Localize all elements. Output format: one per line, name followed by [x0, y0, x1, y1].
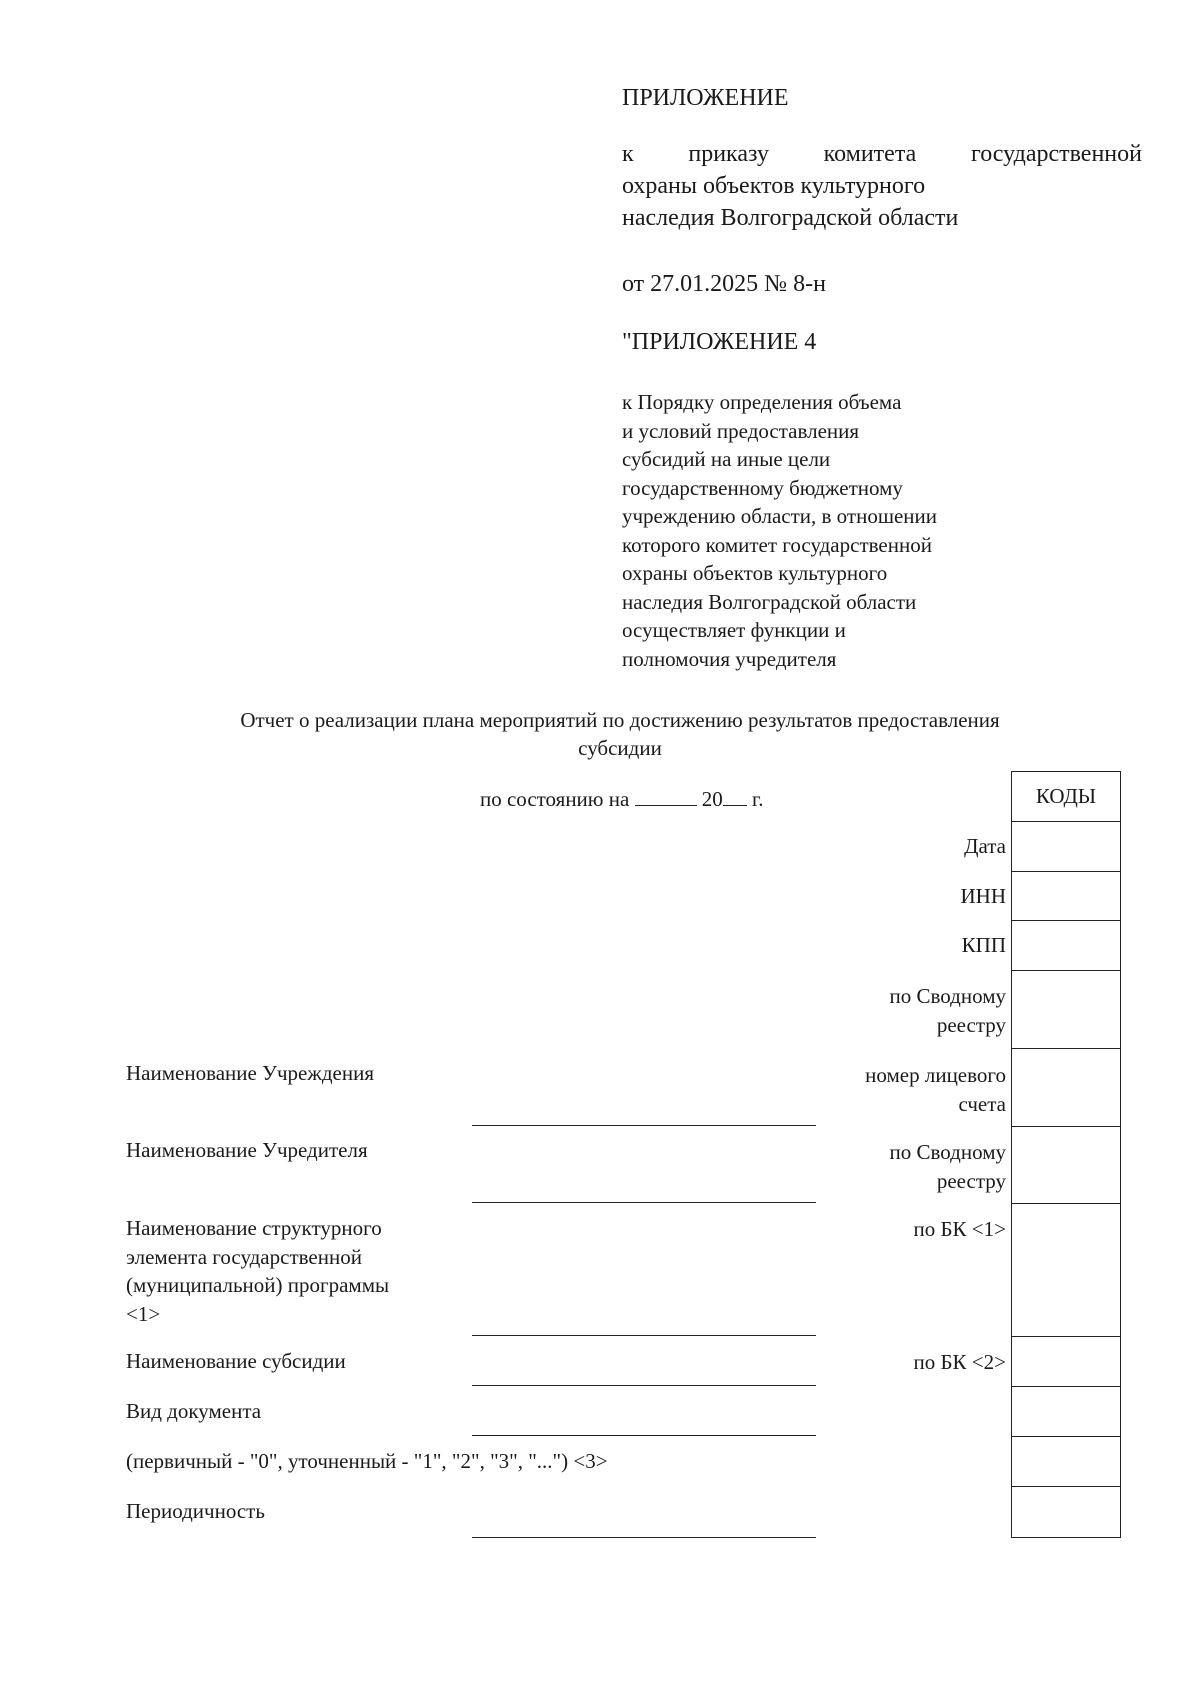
order-date: от 27.01.2025 № 8-н: [622, 271, 826, 297]
as-of-suffix: г.: [752, 787, 764, 811]
code-label-registry1: [760, 982, 1006, 1039]
as-of-day-blank: [635, 805, 697, 806]
field-label-program-line2: элемента государственной: [126, 1244, 362, 1269]
report-as-of: [480, 785, 764, 814]
field-label-periodicity: Периодичность: [126, 1499, 265, 1523]
field-label-founder: Наименование Учредителя: [126, 1138, 368, 1162]
field-label-doc-type: Вид документа: [126, 1399, 262, 1423]
procedure-line: наследия Волгоградской области: [622, 589, 917, 614]
code-cell-bk2[interactable]: [1011, 1337, 1121, 1387]
code-label-kpp: КПП: [961, 933, 1006, 957]
field-label-program-line4: <1>: [126, 1301, 161, 1326]
procedure-line: и условий предоставления: [622, 418, 860, 443]
code-cell-bk1[interactable]: [1011, 1204, 1121, 1337]
code-cell-doc-type[interactable]: [1011, 1387, 1121, 1437]
code-label-bk2: по БК <2>: [913, 1350, 1006, 1374]
field-line-program[interactable]: [472, 1335, 816, 1336]
procedure-line: учреждению области, в отношении: [622, 504, 938, 528]
code-label-bk1: по БК <1>: [913, 1217, 1006, 1241]
report-title-line1: Отчет о реализации плана мероприятий по достижению результатов предоставления: [240, 708, 1000, 732]
field-label-program-line1: Наименование структурного: [126, 1216, 382, 1240]
code-label-account: [760, 1061, 1006, 1118]
field-line-institution[interactable]: [472, 1125, 816, 1126]
code-cell-periodicity[interactable]: [1011, 1487, 1121, 1538]
as-of-year: 20: [701, 787, 723, 811]
appendix-title: ПРИЛОЖЕНИЕ: [622, 85, 789, 111]
code-label-registry2: [760, 1138, 1006, 1195]
code-label-inn: ИНН: [960, 884, 1006, 908]
code-cell-inn[interactable]: [1011, 872, 1121, 921]
procedure-line: полномочия учредителя: [622, 646, 837, 671]
codes-header: КОДЫ: [1035, 784, 1097, 808]
code-label-registry2-line1: по Сводному: [889, 1140, 1006, 1164]
field-label-program-line3: (муниципальной) программы: [126, 1273, 390, 1297]
field-label-doc-type-note: (первичный - "0", уточненный - "1", "2", "3", "...") <3>: [126, 1449, 608, 1473]
as-of-prefix: по состоянию на: [480, 787, 630, 811]
procedure-line: осуществляет функции и: [622, 618, 846, 642]
order-reference-line1: к приказу комитета государственной: [622, 141, 1142, 167]
code-cell-doc-type-note[interactable]: [1011, 1437, 1121, 1487]
appendix4-title: "ПРИЛОЖЕНИЕ 4: [622, 329, 817, 355]
field-label-subsidy: Наименование субсидии: [126, 1349, 346, 1373]
code-cell-registry2[interactable]: [1011, 1127, 1121, 1204]
procedure-reference: [622, 388, 937, 673]
field-label-institution: Наименование Учреждения: [126, 1061, 374, 1085]
code-cell-registry1[interactable]: [1011, 971, 1121, 1049]
procedure-line: государственному бюджетному: [622, 475, 903, 500]
code-label-account-line2: счета: [958, 1091, 1006, 1116]
report-title-line2: субсидии: [578, 736, 662, 760]
codes-header-cell: [1011, 771, 1121, 822]
as-of-year-blank: [723, 805, 747, 806]
code-cell-account[interactable]: [1011, 1049, 1121, 1127]
code-label-date: Дата: [964, 834, 1006, 858]
field-line-founder[interactable]: [472, 1202, 816, 1203]
field-label-program: [126, 1214, 389, 1328]
field-line-doc-type[interactable]: [472, 1435, 816, 1436]
code-label-account-line1: номер лицевого: [865, 1063, 1006, 1087]
field-line-subsidy[interactable]: [472, 1385, 816, 1386]
field-line-periodicity[interactable]: [472, 1537, 816, 1538]
code-cell-date[interactable]: [1011, 822, 1121, 872]
code-label-registry1-line1: по Сводному: [889, 984, 1006, 1008]
code-cell-kpp[interactable]: [1011, 921, 1121, 971]
procedure-line: охраны объектов культурного: [622, 561, 888, 585]
procedure-line: к Порядку определения объема: [622, 390, 902, 414]
procedure-line: субсидий на иные цели: [622, 447, 831, 471]
code-label-registry2-line2: реестру: [936, 1168, 1006, 1193]
order-reference-line2: охраны объектов культурного: [622, 173, 926, 199]
order-reference-line3: наследия Волгоградской области: [622, 205, 959, 231]
code-label-registry1-line2: реестру: [936, 1012, 1006, 1037]
procedure-line: которого комитет государственной: [622, 532, 932, 557]
